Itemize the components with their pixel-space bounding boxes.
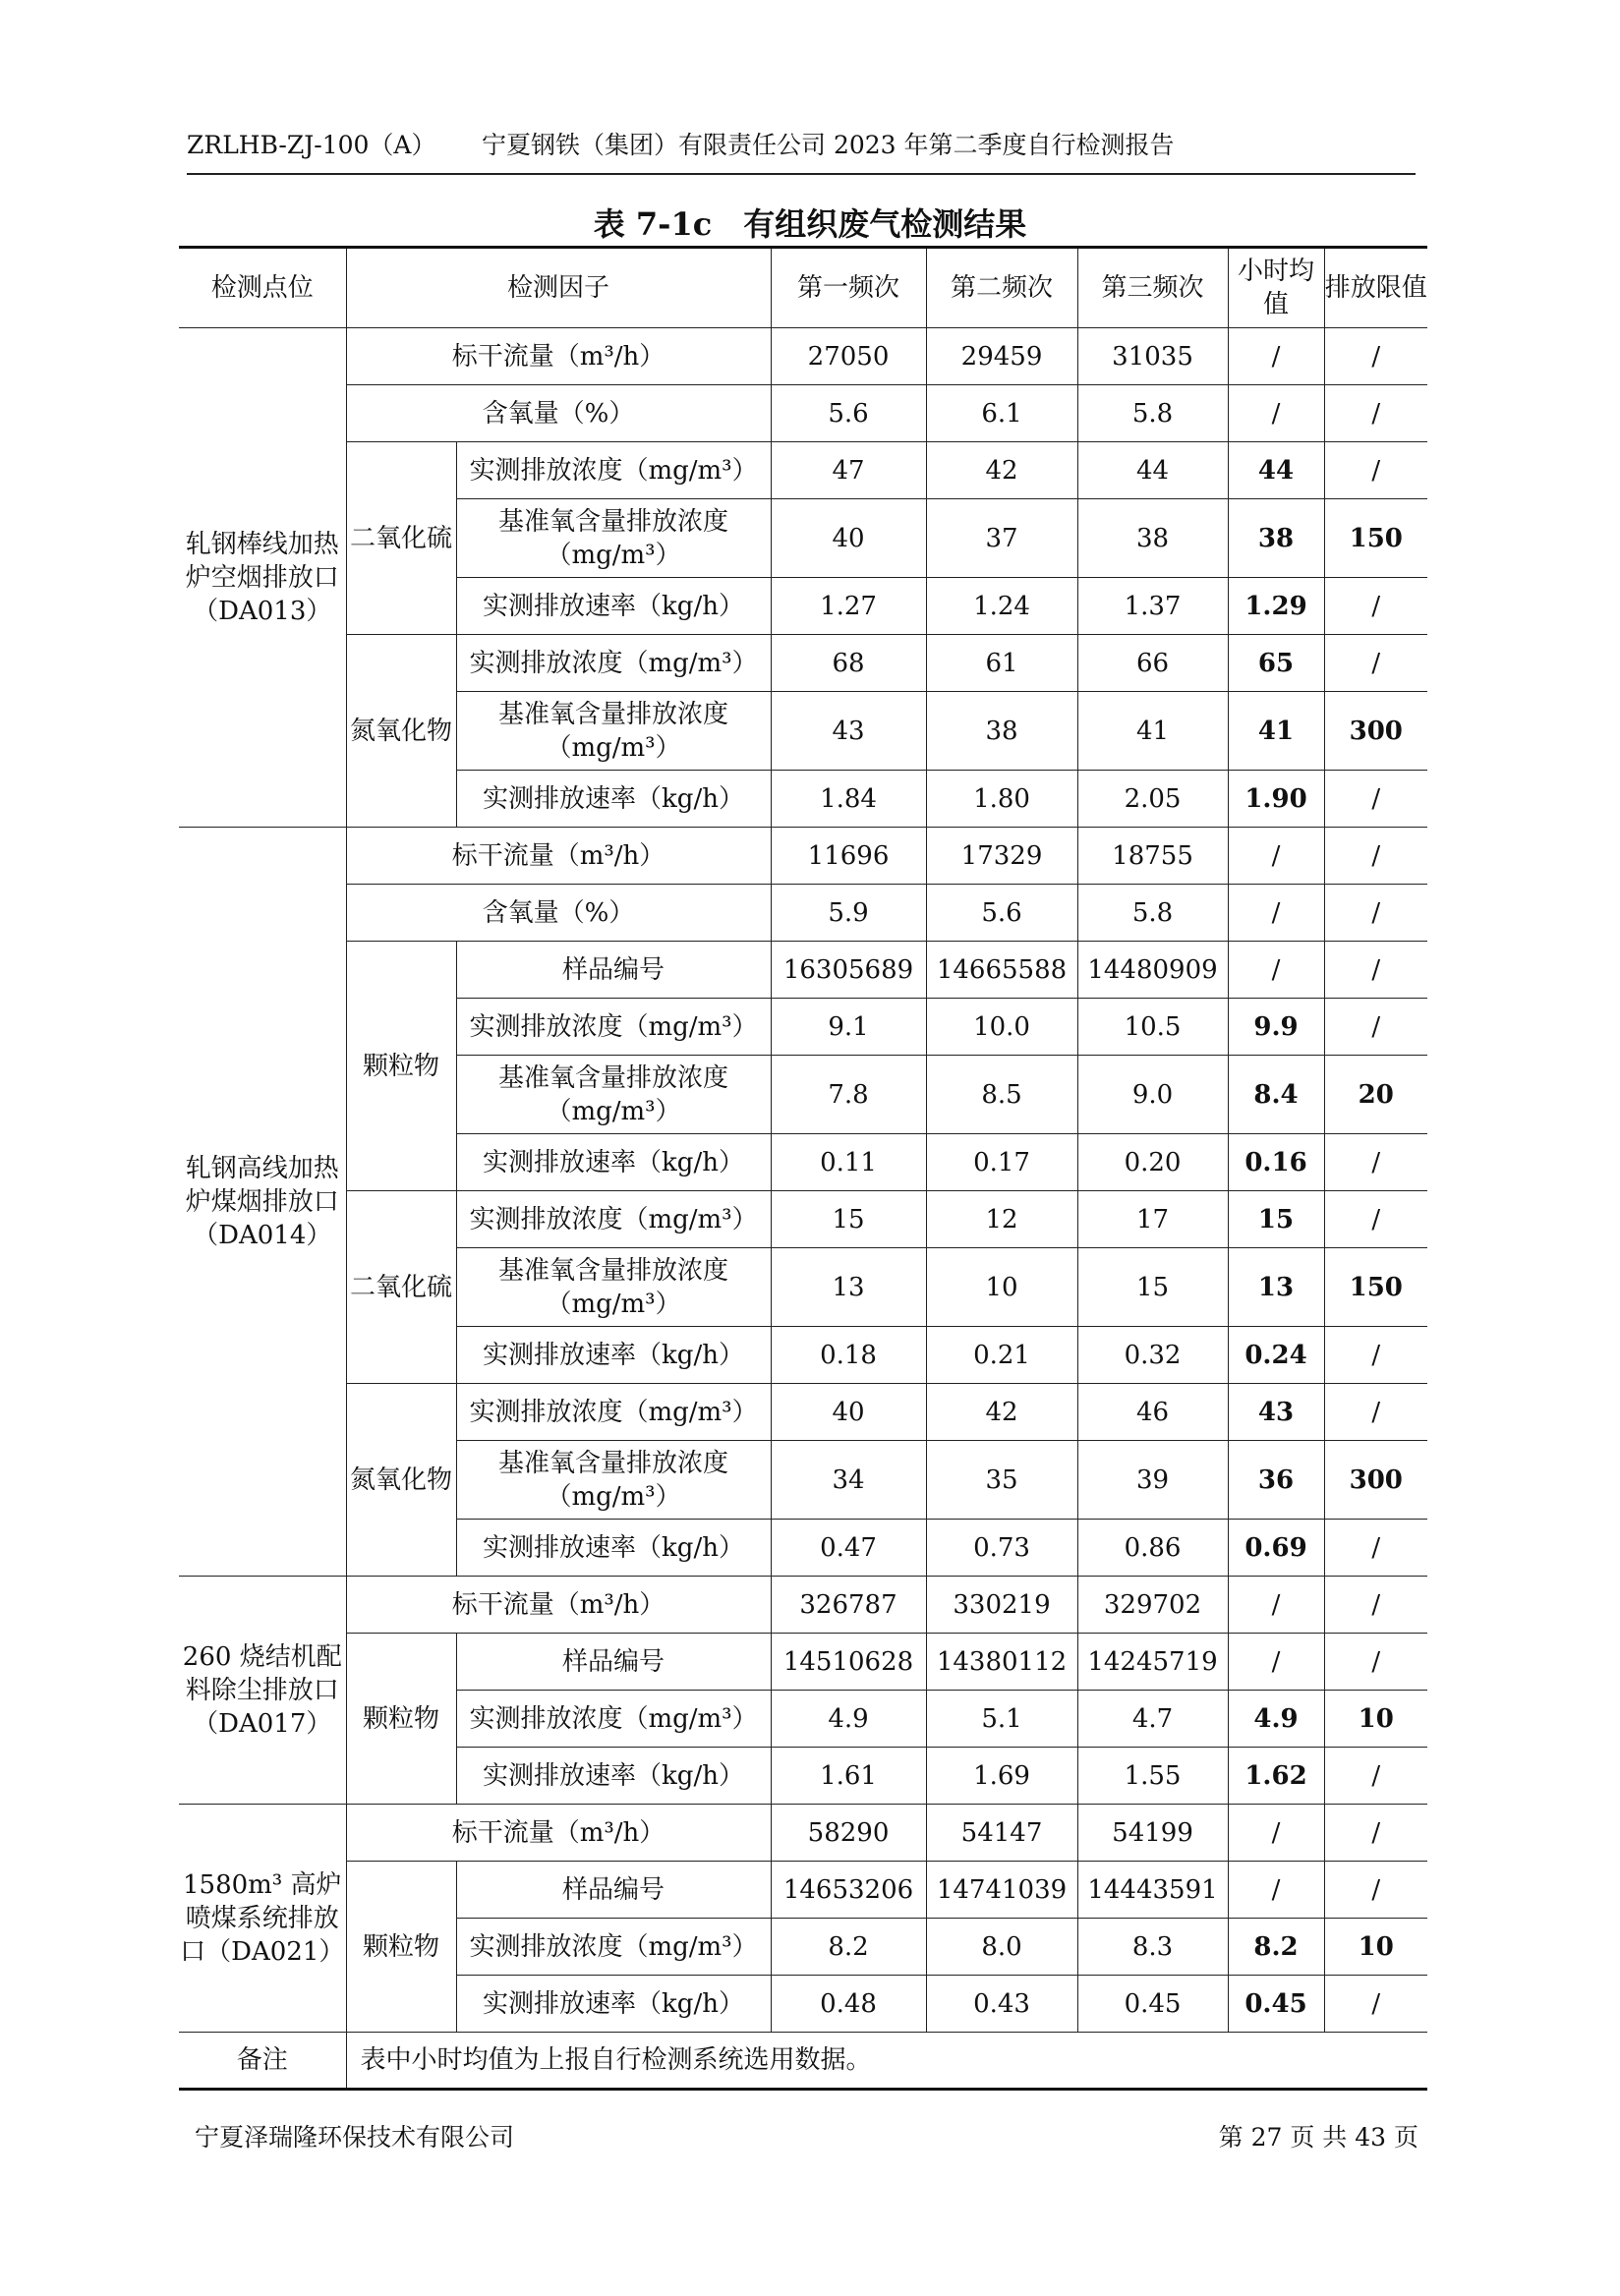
value-cell: 0.86 <box>1077 1520 1228 1577</box>
hourly-avg-cell: 65 <box>1228 635 1324 692</box>
value-cell: 2.05 <box>1077 771 1228 828</box>
value-cell: 44 <box>1077 442 1228 499</box>
value-cell: 0.45 <box>1077 1976 1228 2033</box>
value-cell: 4.9 <box>771 1691 926 1748</box>
factor-label: 含氧量（%） <box>346 885 771 942</box>
factor-label: 实测排放浓度（mg/m³） <box>456 999 771 1056</box>
hourly-avg-cell: 8.2 <box>1228 1919 1324 1976</box>
hourly-avg-cell: 1.29 <box>1228 578 1324 635</box>
value-cell: 35 <box>926 1441 1077 1520</box>
value-cell: 0.18 <box>771 1327 926 1384</box>
table-row <box>179 1634 1427 1691</box>
header-factor: 检测因子 <box>346 248 771 328</box>
limit-cell: / <box>1324 1748 1427 1805</box>
table-row <box>179 1862 1427 1919</box>
value-cell: 68 <box>771 635 926 692</box>
value-cell: 12 <box>926 1191 1077 1248</box>
table-row <box>179 1384 1427 1441</box>
header-freq3: 第三频次 <box>1077 248 1228 328</box>
value-cell: 41 <box>1077 692 1228 771</box>
hourly-avg-cell: 36 <box>1228 1441 1324 1520</box>
factor-label: 实测排放速率（kg/h） <box>456 1976 771 2033</box>
value-cell: / <box>1228 385 1324 442</box>
value-cell: 42 <box>926 442 1077 499</box>
value-cell: / <box>1228 942 1324 999</box>
limit-cell: / <box>1324 1327 1427 1384</box>
value-cell: 66 <box>1077 635 1228 692</box>
value-cell: 8.5 <box>926 1056 1077 1134</box>
value-cell: / <box>1324 1634 1427 1691</box>
value-cell: 42 <box>926 1384 1077 1441</box>
value-cell: 1.55 <box>1077 1748 1228 1805</box>
page-footer <box>195 2118 1418 2153</box>
value-cell: 14380112 <box>926 1634 1077 1691</box>
value-cell: 14480909 <box>1077 942 1228 999</box>
remark-text: 表中小时均值为上报自行检测系统选用数据。 <box>346 2033 1427 2090</box>
hourly-avg-cell: 13 <box>1228 1248 1324 1327</box>
factor-label: 实测排放浓度（mg/m³） <box>456 1691 771 1748</box>
value-cell: 38 <box>1077 499 1228 578</box>
value-cell: 0.32 <box>1077 1327 1228 1384</box>
factor-label: 实测排放浓度（mg/m³） <box>456 635 771 692</box>
value-cell: / <box>1324 1577 1427 1634</box>
value-cell: 0.48 <box>771 1976 926 2033</box>
limit-cell: / <box>1324 1976 1427 2033</box>
factor-label: 基准氧含量排放浓度（mg/m³） <box>456 692 771 771</box>
limit-cell: / <box>1324 1191 1427 1248</box>
value-cell: 13 <box>771 1248 926 1327</box>
limit-cell: / <box>1324 1520 1427 1577</box>
limit-cell: 300 <box>1324 692 1427 771</box>
limit-cell: 10 <box>1324 1691 1427 1748</box>
value-cell: 0.11 <box>771 1134 926 1191</box>
value-cell: / <box>1324 328 1427 385</box>
factor-label: 实测排放浓度（mg/m³） <box>456 1384 771 1441</box>
value-cell: 1.24 <box>926 578 1077 635</box>
value-cell: 14741039 <box>926 1862 1077 1919</box>
table-row <box>179 328 1427 385</box>
value-cell: 10.0 <box>926 999 1077 1056</box>
value-cell: 14653206 <box>771 1862 926 1919</box>
value-cell: 15 <box>771 1191 926 1248</box>
value-cell: 8.3 <box>1077 1919 1228 1976</box>
value-cell: 40 <box>771 499 926 578</box>
factor-label: 样品编号 <box>456 1862 771 1919</box>
value-cell: / <box>1228 1805 1324 1862</box>
factor-label: 基准氧含量排放浓度（mg/m³） <box>456 1056 771 1134</box>
doc-title: 宁夏钢铁（集团）有限责任公司 2023 年第二季度自行检测报告 <box>482 131 1175 159</box>
value-cell: 8.0 <box>926 1919 1077 1976</box>
value-cell: 0.47 <box>771 1520 926 1577</box>
table-row <box>179 942 1427 999</box>
value-cell: 15 <box>1077 1248 1228 1327</box>
hourly-avg-cell: 0.24 <box>1228 1327 1324 1384</box>
hourly-avg-cell: 41 <box>1228 692 1324 771</box>
limit-cell: 300 <box>1324 1441 1427 1520</box>
value-cell: 27050 <box>771 328 926 385</box>
remark-label: 备注 <box>179 2033 346 2090</box>
hourly-avg-cell: 9.9 <box>1228 999 1324 1056</box>
value-cell: 14665588 <box>926 942 1077 999</box>
value-cell: 329702 <box>1077 1577 1228 1634</box>
value-cell: / <box>1228 885 1324 942</box>
limit-cell: 150 <box>1324 1248 1427 1327</box>
value-cell: 39 <box>1077 1441 1228 1520</box>
value-cell: 17329 <box>926 828 1077 885</box>
value-cell: / <box>1228 1634 1324 1691</box>
hourly-avg-cell: 44 <box>1228 442 1324 499</box>
value-cell: 0.43 <box>926 1976 1077 2033</box>
value-cell: 17 <box>1077 1191 1228 1248</box>
value-cell: 14510628 <box>771 1634 926 1691</box>
value-cell: / <box>1228 828 1324 885</box>
value-cell: 5.8 <box>1077 385 1228 442</box>
limit-cell: / <box>1324 999 1427 1056</box>
hourly-avg-cell: 1.62 <box>1228 1748 1324 1805</box>
factor-label: 实测排放浓度（mg/m³） <box>456 1191 771 1248</box>
factor-label: 实测排放浓度（mg/m³） <box>456 442 771 499</box>
pollutant-label: 二氧化硫 <box>346 442 456 635</box>
table-row <box>179 385 1427 442</box>
value-cell: 330219 <box>926 1577 1077 1634</box>
table-row <box>179 1577 1427 1634</box>
limit-cell: 150 <box>1324 499 1427 578</box>
value-cell: / <box>1324 942 1427 999</box>
results-table <box>179 246 1427 2091</box>
pollutant-label: 氮氧化物 <box>346 635 456 828</box>
footer-company: 宁夏泽瑞隆环保技术有限公司 <box>195 2123 515 2152</box>
value-cell: / <box>1324 828 1427 885</box>
value-cell: 61 <box>926 635 1077 692</box>
value-cell: 7.8 <box>771 1056 926 1134</box>
value-cell: 0.17 <box>926 1134 1077 1191</box>
value-cell: / <box>1228 1862 1324 1919</box>
hourly-avg-cell: 0.45 <box>1228 1976 1324 2033</box>
hourly-avg-cell: 38 <box>1228 499 1324 578</box>
header-point: 检测点位 <box>179 248 346 328</box>
factor-label: 实测排放速率（kg/h） <box>456 1327 771 1384</box>
value-cell: 14443591 <box>1077 1862 1228 1919</box>
value-cell: 1.69 <box>926 1748 1077 1805</box>
pollutant-label: 氮氧化物 <box>346 1384 456 1577</box>
value-cell: 5.9 <box>771 885 926 942</box>
value-cell: / <box>1324 1805 1427 1862</box>
site-name: 轧钢高线加热炉煤烟排放口（DA014） <box>179 828 346 1577</box>
value-cell: 0.20 <box>1077 1134 1228 1191</box>
value-cell: 34 <box>771 1441 926 1520</box>
site-name: 轧钢棒线加热炉空烟排放口（DA013） <box>179 328 346 828</box>
limit-cell: / <box>1324 771 1427 828</box>
value-cell: 8.2 <box>771 1919 926 1976</box>
remark-row <box>179 2033 1427 2090</box>
value-cell: 1.84 <box>771 771 926 828</box>
value-cell: 10.5 <box>1077 999 1228 1056</box>
value-cell: 6.1 <box>926 385 1077 442</box>
value-cell: / <box>1228 328 1324 385</box>
factor-label: 实测排放速率（kg/h） <box>456 771 771 828</box>
header-freq1: 第一频次 <box>771 248 926 328</box>
pollutant-label: 二氧化硫 <box>346 1191 456 1384</box>
table-caption: 表 7-1c 有组织废气检测结果 <box>593 205 1027 243</box>
table-row <box>179 828 1427 885</box>
factor-label: 标干流量（m³/h） <box>346 1805 771 1862</box>
value-cell: 1.61 <box>771 1748 926 1805</box>
value-cell: 5.8 <box>1077 885 1228 942</box>
value-cell: 4.7 <box>1077 1691 1228 1748</box>
header-freq2: 第二频次 <box>926 248 1077 328</box>
value-cell: / <box>1324 1862 1427 1919</box>
value-cell: 29459 <box>926 328 1077 385</box>
hourly-avg-cell: 43 <box>1228 1384 1324 1441</box>
factor-label: 标干流量（m³/h） <box>346 328 771 385</box>
factor-label: 样品编号 <box>456 1634 771 1691</box>
value-cell: 14245719 <box>1077 1634 1228 1691</box>
pollutant-label: 颗粒物 <box>346 1634 456 1805</box>
factor-label: 基准氧含量排放浓度（mg/m³） <box>456 1441 771 1520</box>
value-cell: 5.6 <box>771 385 926 442</box>
factor-label: 实测排放速率（kg/h） <box>456 578 771 635</box>
value-cell: / <box>1228 1577 1324 1634</box>
header-limit: 排放限值 <box>1324 248 1427 328</box>
hourly-avg-cell: 15 <box>1228 1191 1324 1248</box>
value-cell: 5.1 <box>926 1691 1077 1748</box>
table-row <box>179 635 1427 692</box>
limit-cell: 20 <box>1324 1056 1427 1134</box>
value-cell: 37 <box>926 499 1077 578</box>
limit-cell: / <box>1324 442 1427 499</box>
value-cell: 9.0 <box>1077 1056 1228 1134</box>
pollutant-label: 颗粒物 <box>346 942 456 1191</box>
value-cell: 0.21 <box>926 1327 1077 1384</box>
value-cell: 46 <box>1077 1384 1228 1441</box>
limit-cell: / <box>1324 578 1427 635</box>
value-cell: 54147 <box>926 1805 1077 1862</box>
doc-code: ZRLHB-ZJ-100（A） <box>187 131 436 159</box>
factor-label: 基准氧含量排放浓度（mg/m³） <box>456 1248 771 1327</box>
value-cell: 38 <box>926 692 1077 771</box>
limit-cell: / <box>1324 1384 1427 1441</box>
pollutant-label: 颗粒物 <box>346 1862 456 2033</box>
value-cell: 326787 <box>771 1577 926 1634</box>
hourly-avg-cell: 0.16 <box>1228 1134 1324 1191</box>
value-cell: 43 <box>771 692 926 771</box>
table-row <box>179 442 1427 499</box>
site-name: 260 烧结机配料除尘排放口（DA017） <box>179 1577 346 1805</box>
value-cell: 40 <box>771 1384 926 1441</box>
hourly-avg-cell: 0.69 <box>1228 1520 1324 1577</box>
value-cell: 18755 <box>1077 828 1228 885</box>
factor-label: 实测排放速率（kg/h） <box>456 1520 771 1577</box>
table-row <box>179 1805 1427 1862</box>
hourly-avg-cell: 1.90 <box>1228 771 1324 828</box>
value-cell: / <box>1324 885 1427 942</box>
factor-label: 样品编号 <box>456 942 771 999</box>
header-hourly-avg: 小时均值 <box>1228 248 1324 328</box>
limit-cell: / <box>1324 1134 1427 1191</box>
page-header <box>187 126 1416 175</box>
hourly-avg-cell: 8.4 <box>1228 1056 1324 1134</box>
factor-label: 基准氧含量排放浓度（mg/m³） <box>456 499 771 578</box>
value-cell: 9.1 <box>771 999 926 1056</box>
value-cell: 47 <box>771 442 926 499</box>
table-row <box>179 885 1427 942</box>
limit-cell: / <box>1324 635 1427 692</box>
value-cell: 1.27 <box>771 578 926 635</box>
value-cell: 0.73 <box>926 1520 1077 1577</box>
value-cell: 31035 <box>1077 328 1228 385</box>
hourly-avg-cell: 4.9 <box>1228 1691 1324 1748</box>
factor-label: 标干流量（m³/h） <box>346 1577 771 1634</box>
site-name: 1580m³ 高炉喷煤系统排放口（DA021） <box>179 1805 346 2033</box>
page-number: 第 27 页 共 43 页 <box>1218 2123 1418 2152</box>
value-cell: 11696 <box>771 828 926 885</box>
value-cell: 10 <box>926 1248 1077 1327</box>
factor-label: 含氧量（%） <box>346 385 771 442</box>
value-cell: 54199 <box>1077 1805 1228 1862</box>
factor-label: 实测排放浓度（mg/m³） <box>456 1919 771 1976</box>
factor-label: 实测排放速率（kg/h） <box>456 1134 771 1191</box>
table-row <box>179 1191 1427 1248</box>
value-cell: 16305689 <box>771 942 926 999</box>
value-cell: / <box>1324 385 1427 442</box>
factor-label: 标干流量（m³/h） <box>346 828 771 885</box>
limit-cell: 10 <box>1324 1919 1427 1976</box>
value-cell: 1.80 <box>926 771 1077 828</box>
value-cell: 5.6 <box>926 885 1077 942</box>
value-cell: 1.37 <box>1077 578 1228 635</box>
value-cell: 58290 <box>771 1805 926 1862</box>
factor-label: 实测排放速率（kg/h） <box>456 1748 771 1805</box>
